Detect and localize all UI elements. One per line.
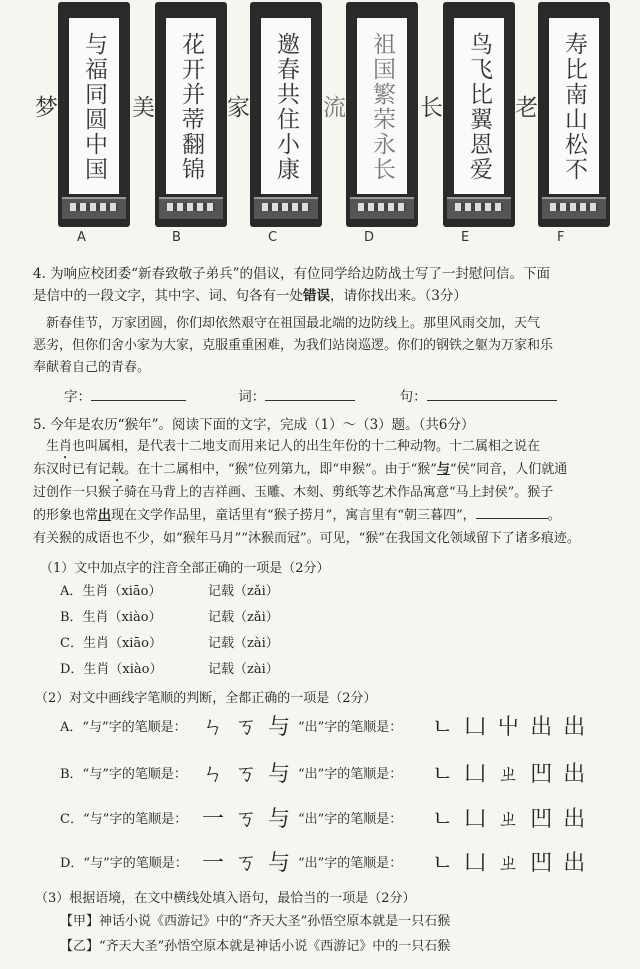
sub1-question: （1）文中加点字的注音全部正确的一项是（2分） [40,561,330,576]
scroll-letter: C [268,230,278,245]
q4-para3: 奉献着自己的青春。 [33,360,151,375]
sub2-question: （2）对文中画线字笔顺的判断，全都正确的一项是（2分） [35,691,377,706]
q5-text5: 有关猴的成语也不少，如“猴年马月”“沐猴而冠”。可见，“猴”在我国文化领域留下了诸多痕迹。 [33,531,580,546]
q4-line1: 4. 为响应校团委“新春致敬子弟兵”的倡议，有位同学给边防战士写了一封慰问信。下面 [33,266,550,282]
q4-line2: 是信中的一段文字，其中字、词、句各有一处错误，请你找出来。（3分） [33,288,467,304]
sub2-option-a[interactable]: A．“与”字的笔顺是： ㄣ ㄎ 与 “出”字的笔顺是： ㄴ 凵 屮 出 出 [60,715,588,740]
scroll-text: 寿比南山松不老 [511,32,587,182]
sub1-option-b[interactable]: B．生肖（xiào） 记载（zǎi） [60,610,279,625]
sub1-option-c[interactable]: C．生肖（xiāo） 记载（zài） [60,636,279,651]
q5-head: 5. 今年是农历“猴年”。阅读下面的文字，完成（1）～（3）题。（共6分） [33,417,475,433]
sub3-question: （3）根据语境，在文中横线处填入语句，最恰当的一项是（2分） [35,891,416,906]
answer-ci-blank[interactable] [265,386,355,401]
scroll-text: 与福同圆中国梦 [31,32,107,182]
sub2-option-d[interactable]: D．“与”字的笔顺是： 一 ㄎ 与 “出”字的笔顺是： ㄴ 凵 ㄓ 凹 出 [60,851,588,876]
underlined-char: 与 [436,462,450,477]
sub3-option-yi[interactable]: 【乙】“齐天大圣”孙悟空原本就是神话小说《西游记》中的一只石猴 [60,939,451,954]
q5-text3: 过创作一只猴子骑在马背上的吉祥画、玉雕、木刻、剪纸等艺术作品寓意“马上封侯”。猴子 [33,485,554,500]
fill-blank[interactable] [476,504,548,519]
scroll-text: 花开并蒂翻锦美 [128,32,204,182]
sub1-option-d[interactable]: D．生肖（xiào） 记载（zài） [60,662,279,677]
scroll-letter: F [557,230,565,245]
scroll-letter: B [172,230,181,245]
q5-text4: 的形象也常出现在文学作品里，童话里有“猴子捞月”，寓言里有“朝三暮四”， 。 [33,504,561,523]
couplet-scrolls [0,0,640,245]
q5-text2: 东汉时已有记载。在十二属相中，“猴”位列第九，即“申猴”。由于“猴”与“侯”同音，人们就通 [33,462,568,477]
underlined-char: 出 [98,508,112,523]
answer-ci-label: 词： [238,389,266,405]
q4-emphasis: 错误 [303,288,330,304]
answer-ju-blank[interactable] [427,386,557,401]
q4-answer-row [64,385,557,405]
dotted-char: 肖 [59,439,73,454]
q4-para1: 新春佳节，万家团圆，你们却依然艰守在祖国最北端的边防线上。那里风雨交加，天气 [46,316,541,331]
sub2-option-b[interactable]: B．“与”字的笔顺是： ㄣ ㄎ 与 “出”字的笔顺是： ㄴ 凵 ㄓ 凹 出 [60,762,588,787]
scroll-text: 鸟飞比翼恩爱长 [416,32,492,182]
sub3-option-jia[interactable]: 【甲】神话小说《西游记》中的“齐天大圣”孙悟空原本就是一只石猴 [60,914,451,929]
dotted-char: 载 [111,462,125,477]
scroll-text: 邀春共住小康家 [223,32,299,182]
answer-zi-blank[interactable] [91,386,186,401]
q4-para2: 恶劣，但你们舍小家为大家，克服重重困难，为我们站岗巡逻。你们的钢铁之躯为万家和乐 [33,338,554,353]
sub2-option-c[interactable]: C．“与”字的笔顺是： 一 ㄎ 与 “出”字的笔顺是： ㄴ 凵 ㄓ 凹 出 [60,807,588,832]
sub1-option-a[interactable]: A．生肖（xiāo） 记载（zǎi） [60,584,279,599]
answer-ju-label: 句： [399,389,427,405]
scroll-letter: E [461,230,470,245]
answer-zi-label: 字： [64,389,91,405]
scroll-letter: D [364,230,375,245]
q5-text1: 生肖也叫属相，是代表十二地支而用来记人的出生年份的十二种动物。十二属相之说在 [46,439,541,454]
scroll-f [511,2,610,227]
scroll-letter: A [77,230,86,245]
scroll-text: 祖国繁荣永长流 [319,32,395,182]
